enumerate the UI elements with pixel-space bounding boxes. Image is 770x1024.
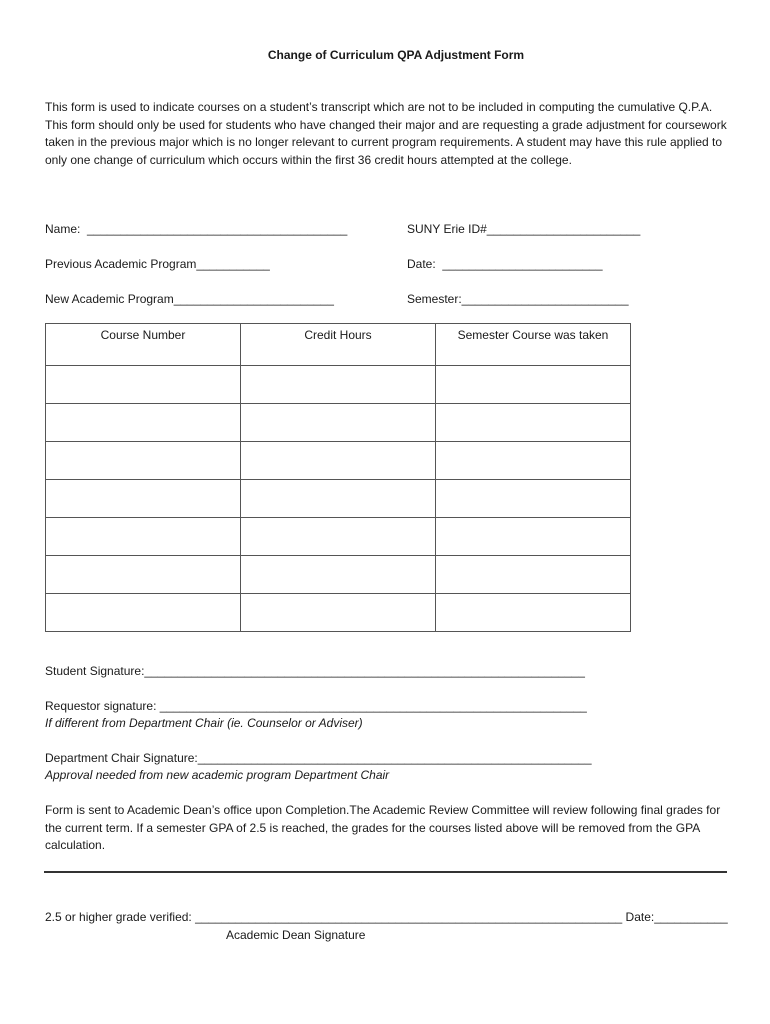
closing-paragraph: Form is sent to Academic Dean’s office upon Completion.The Academic Review Committee will review following final grades for the current term. If a semester GPA of 2.5 is reached, the grades for the courses listed above will be removed from the GPA calculation. xyxy=(45,803,721,852)
previous-program-field[interactable]: Previous Academic Program___________ xyxy=(45,257,270,271)
new-program-field[interactable]: New Academic Program________________________ xyxy=(45,292,334,306)
header-semester-taken: Semester Course was taken xyxy=(436,324,631,366)
semester-taken-cell[interactable] xyxy=(436,518,631,556)
course-number-cell[interactable] xyxy=(46,404,241,442)
credit-hours-cell[interactable] xyxy=(241,366,436,404)
credit-hours-cell[interactable] xyxy=(241,404,436,442)
student-signature-field[interactable]: Student Signature:__________________________________________________________________ xyxy=(45,664,585,678)
semester-taken-cell[interactable] xyxy=(436,480,631,518)
header-course-number: Course Number xyxy=(46,324,241,366)
semester-field[interactable]: Semester:_________________________ xyxy=(407,292,629,306)
table-row xyxy=(46,480,631,518)
semester-taken-cell[interactable] xyxy=(436,594,631,632)
course-number-cell[interactable] xyxy=(46,556,241,594)
credit-hours-cell[interactable] xyxy=(241,442,436,480)
table-row xyxy=(46,594,631,632)
requestor-signature-field[interactable]: Requestor signature: ________________________________________________________________ xyxy=(45,699,587,713)
department-chair-signature-field[interactable]: Department Chair Signature:___________________________________________________________ xyxy=(45,751,592,765)
intro-paragraph: This form is used to indicate courses on a student’s transcript which are not to be included in computing the cumulative Q.P.A. This form should only be used for students who have changed their major and are requesting a grade adjustment for coursework taken in the previous major which is no longer relevant to current program requirements. A student may have this rule applied to only one change of curriculum which occurs within the first 36 credit hours attempted at the college. xyxy=(45,100,727,167)
department-chair-note: Approval needed from new academic program Department Chair xyxy=(45,768,390,782)
table-row xyxy=(46,366,631,404)
credit-hours-cell[interactable] xyxy=(241,480,436,518)
date-field[interactable]: Date: ________________________ xyxy=(407,257,603,271)
credit-hours-cell[interactable] xyxy=(241,594,436,632)
dean-verification-field[interactable]: 2.5 or higher grade verified: ________________________________________________________________ Date:___________ xyxy=(45,910,728,924)
section-divider xyxy=(44,871,727,873)
name-field[interactable]: Name: _______________________________________ xyxy=(45,222,348,236)
course-number-cell[interactable] xyxy=(46,518,241,556)
credit-hours-cell[interactable] xyxy=(241,518,436,556)
credit-hours-cell[interactable] xyxy=(241,556,436,594)
semester-taken-cell[interactable] xyxy=(436,442,631,480)
table-row xyxy=(46,442,631,480)
course-number-cell[interactable] xyxy=(46,480,241,518)
table-row xyxy=(46,518,631,556)
course-number-cell[interactable] xyxy=(46,594,241,632)
course-table xyxy=(45,323,631,632)
course-number-cell[interactable] xyxy=(46,366,241,404)
requestor-note: If different from Department Chair (ie. Counselor or Adviser) xyxy=(45,716,363,730)
semester-taken-cell[interactable] xyxy=(436,366,631,404)
table-header-row xyxy=(46,324,631,366)
header-credit-hours: Credit Hours xyxy=(241,324,436,366)
suny-id-field[interactable]: SUNY Erie ID#_______________________ xyxy=(407,222,641,236)
course-number-cell[interactable] xyxy=(46,442,241,480)
semester-taken-cell[interactable] xyxy=(436,556,631,594)
dean-signature-label: Academic Dean Signature xyxy=(226,928,366,942)
table-row xyxy=(46,404,631,442)
form-title: Change of Curriculum QPA Adjustment Form xyxy=(267,48,525,62)
table-row xyxy=(46,556,631,594)
semester-taken-cell[interactable] xyxy=(436,404,631,442)
